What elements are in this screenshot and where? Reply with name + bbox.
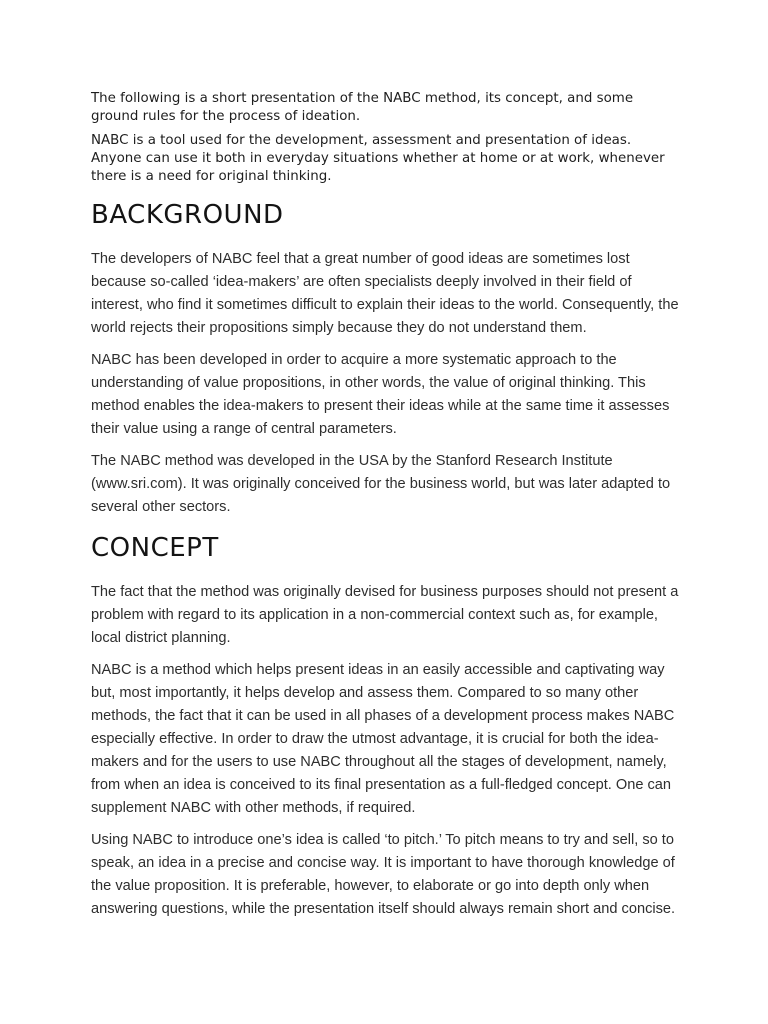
- background-paragraph-3: The NABC method was developed in the USA by the Stanford Research Institute (www.sri.com). It was originally conceived for the business world, but was later adapted to several other sectors.: [91, 453, 671, 515]
- background-paragraph-2: NABC has been developed in order to acquire a more systematic approach to the understanding of value propositions, in other words, the value of original thinking. This method enables the idea-makers to present their ideas while at the same time it assesses their value using a range of central parameters.: [91, 352, 670, 437]
- concept-paragraph-3: Using NABC to introduce one’s idea is called ‘to pitch.’ To pitch means to try and sell, so to speak, an idea in a precise and concise way. It is important to have thorough knowledge of the value proposition. It is preferable, however, to elaborate or go into depth only when answering questions, while the presentation itself should always remain short and concise.: [91, 832, 676, 917]
- concept-paragraph-1: The fact that the method was originally devised for business purposes should not present a problem with regard to its application in a non-commercial context such as, for example, local district planning.: [91, 584, 679, 646]
- document-page: [91, 90, 681, 930]
- background-heading: BACKGROUND: [91, 200, 284, 230]
- intro-paragraph-1: The following is a short presentation of the NABC method, its concept, and some ground rules for the process of ideation.: [91, 91, 634, 124]
- concept-heading: CONCEPT: [91, 533, 219, 563]
- concept-paragraph-2: NABC is a method which helps present ideas in an easily accessible and captivating way but, most importantly, it helps develop and assess them. Compared to so many other methods, the fact that it can be used in all phases of a development process makes NABC especially effective. In order to draw the utmost advantage, it is crucial for both the idea-makers and for the users to use NABC throughout all the stages of development, namely, from when an idea is conceived to its final presentation as a full-fledged concept. One can supplement NABC with other methods, if required.: [91, 662, 675, 816]
- background-paragraph-1: The developers of NABC feel that a great number of good ideas are sometimes lost because so-called ‘idea-makers’ are often specialists deeply involved in their field of interest, who find it sometimes difficult to explain their ideas to the world. Consequently, the world rejects their propositions simply because they do not understand them.: [91, 251, 679, 336]
- intro-paragraph-2: NABC is a tool used for the development, assessment and presentation of ideas. Anyone can use it both in everyday situations whether at home or at work, whenever there is a need for original thinking.: [91, 133, 665, 184]
